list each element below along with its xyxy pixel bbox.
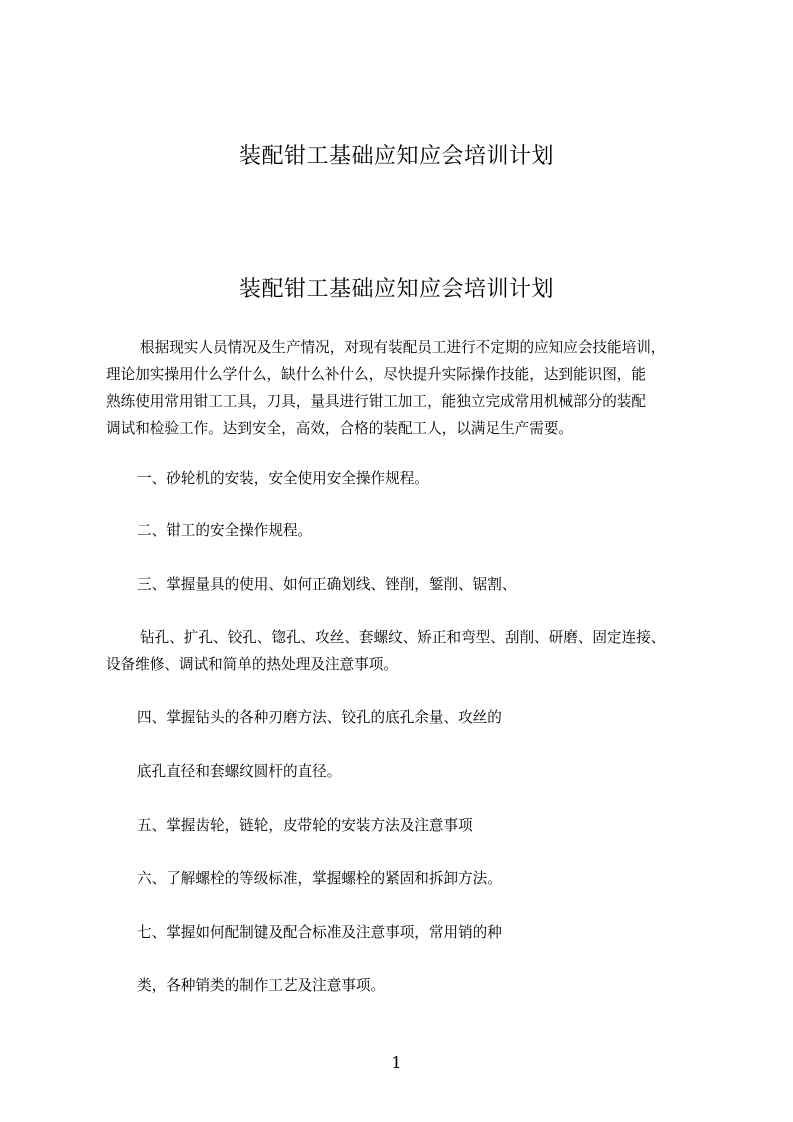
list-item-6: 六、了解螺栓的等级标准，掌握螺栓的紧固和拆卸方法。 [137, 870, 502, 887]
document-header-title: 装配钳工基础应知应会培训计划 [238, 144, 554, 169]
list-item-7: 七、掌握如何配制键及配合标准及注意事项，常用销的种 [137, 924, 502, 941]
list-item-4-continued: 底孔直径和套螺纹圆杆的直径。 [137, 763, 342, 780]
document-title: 装配钳工基础应知应会培训计划 [238, 277, 554, 302]
list-item-4: 四、掌握钻头的各种刃磨方法、铰孔的底孔余量、攻丝的 [137, 709, 502, 726]
list-item-7-continued: 类，各种销类的制作工艺及注意事项。 [137, 977, 386, 994]
list-item-3-continued: 钻孔、扩孔、铰孔、锪孔、攻丝、套螺纹、矫正和弯型、刮削、研磨、固定连接、 [140, 629, 666, 646]
list-item-3-continued: 设备维修、调试和简单的热处理及注意事项。 [106, 656, 398, 673]
list-item-2: 二、钳工的安全操作规程。 [137, 522, 313, 539]
intro-paragraph [106, 334, 702, 442]
intro-line: 根据现实人员情况及生产情况，对现有装配员工进行不定期的应知应会技能培训， [140, 339, 666, 356]
intro-line: 调试和检验工作。达到安全，高效，合格的装配工人，以满足生产需要。 [106, 420, 574, 437]
intro-line: 理论加实操用什么学什么，缺什么补什么，尽快提升实际操作技能，达到能识图，能 [106, 366, 646, 383]
list-item-5: 五、掌握齿轮，链轮，皮带轮的安装方法及注意事项 [137, 817, 473, 834]
intro-line: 熟练使用常用钳工工具，刀具，量具进行钳工加工，能独立完成常用机械部分的装配 [106, 393, 646, 410]
page-number: 1 [391, 1053, 402, 1072]
list-item-3: 三、掌握量具的使用、如何正确划线、锉削，錾削、锯割、 [137, 576, 517, 593]
list-item-1: 一、砂轮机的安装，安全使用安全操作规程。 [137, 470, 429, 487]
